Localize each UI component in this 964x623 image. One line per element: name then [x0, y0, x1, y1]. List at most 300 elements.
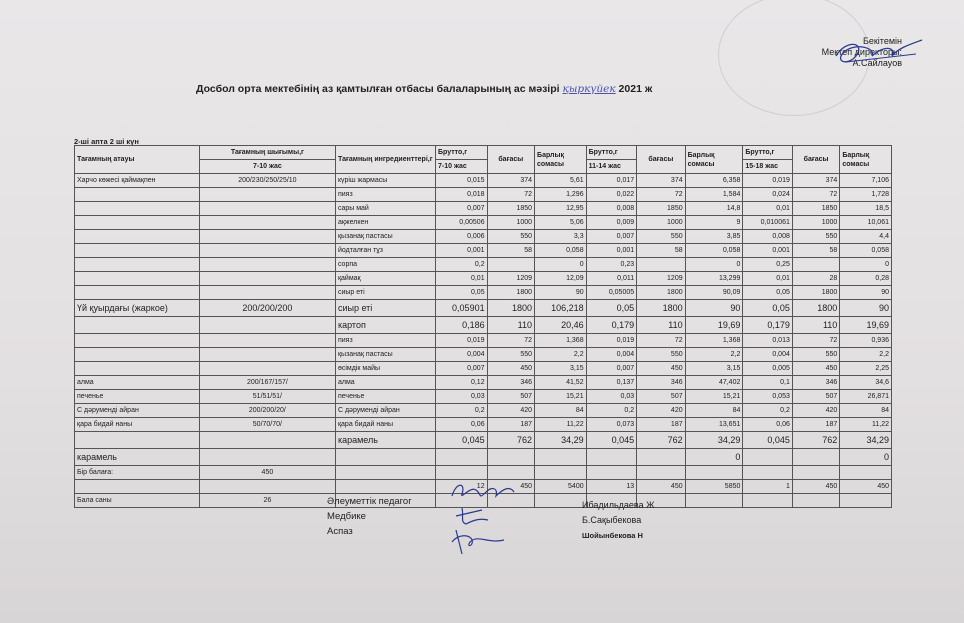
header-total-3: Барлық сомасы	[840, 146, 892, 174]
cell-p1	[487, 449, 534, 466]
cell-b1: 0,045	[436, 432, 488, 449]
header-price-1: бағасы	[487, 146, 534, 174]
cell-yield	[199, 258, 335, 272]
cell-dish	[75, 317, 200, 334]
cell-t1: 3,15	[535, 362, 587, 376]
cell-p3: 58	[792, 244, 839, 258]
cell-dish: қара бидай наны	[75, 418, 200, 432]
cell-p1: 1800	[487, 286, 534, 300]
cell-b2: 0,137	[586, 376, 637, 390]
cell-b1: 0,015	[436, 174, 488, 188]
header-total-2: Барлық сомасы	[685, 146, 743, 174]
cell-b2: 0,019	[586, 334, 637, 348]
cell-p2	[637, 449, 685, 466]
menu-table	[74, 145, 892, 508]
cell-ing: пияз	[335, 334, 435, 348]
table-row	[75, 317, 892, 334]
cell-t1: 12,09	[535, 272, 587, 286]
cell-p1: 346	[487, 376, 534, 390]
cell-t2: 90,09	[685, 286, 743, 300]
cell-p2: 762	[637, 432, 685, 449]
table-row	[75, 300, 892, 317]
table-row	[75, 390, 892, 404]
cell-dish	[75, 244, 200, 258]
cell-p1: 550	[487, 230, 534, 244]
name-nurse: Б.Сақыбекова	[582, 515, 642, 525]
cell-b1: 0,06	[436, 418, 488, 432]
cell-ing: қара бидай наны	[335, 418, 435, 432]
cell-p2	[637, 466, 685, 480]
cell-dish	[75, 334, 200, 348]
cell-t2: 5850	[685, 480, 743, 494]
cell-t1: 0,058	[535, 244, 587, 258]
cell-b3: 0,053	[743, 390, 793, 404]
cell-yield	[199, 202, 335, 216]
pedagogue-signature	[448, 478, 518, 506]
cell-yield	[199, 449, 335, 466]
cell-t1: 0	[535, 258, 587, 272]
cell-yield: 200/200/200	[199, 300, 335, 317]
cell-b3: 0,179	[743, 317, 793, 334]
cell-yield	[199, 244, 335, 258]
cell-t1: 12,95	[535, 202, 587, 216]
cell-p3: 550	[792, 230, 839, 244]
cell-b3: 0,019	[743, 174, 793, 188]
cell-p1: 72	[487, 334, 534, 348]
cell-yield	[199, 188, 335, 202]
table-row	[75, 362, 892, 376]
director-signature	[826, 34, 926, 74]
cell-ing: күріш жармасы	[335, 174, 435, 188]
cell-dish	[75, 216, 200, 230]
cell-t3: 4,4	[840, 230, 892, 244]
cell-p3	[792, 494, 839, 508]
cell-t2: 3,15	[685, 362, 743, 376]
cell-b1: 0,03	[436, 390, 488, 404]
cell-b2: 0,007	[586, 230, 637, 244]
table-row	[75, 449, 892, 466]
cell-yield: 50/70/70/	[199, 418, 335, 432]
cell-t3: 34,6	[840, 376, 892, 390]
cell-b2: 0,011	[586, 272, 637, 286]
cell-b2: 0,05	[586, 300, 637, 317]
cell-t1: 5400	[535, 480, 587, 494]
cell-b1: 0,00506	[436, 216, 488, 230]
cell-t3: 2,25	[840, 362, 892, 376]
cell-b3: 0,024	[743, 188, 793, 202]
cell-p2: 450	[637, 362, 685, 376]
cell-p2	[637, 258, 685, 272]
cell-ing: йодталған тұз	[335, 244, 435, 258]
cell-b2: 0,017	[586, 174, 637, 188]
cell-p3: 450	[792, 362, 839, 376]
cell-t1: 11,22	[535, 418, 587, 432]
cell-p1: 1800	[487, 300, 534, 317]
table-row	[75, 230, 892, 244]
cell-ing: өсімдік майы	[335, 362, 435, 376]
handwritten-month: қыркүйек	[562, 83, 616, 95]
cell-p2: 1209	[637, 272, 685, 286]
cell-t3: 1,728	[840, 188, 892, 202]
cell-b2: 0,179	[586, 317, 637, 334]
cell-ing: печенье	[335, 390, 435, 404]
cell-p2: 507	[637, 390, 685, 404]
cell-t1: 1,296	[535, 188, 587, 202]
cell-b1: 0,004	[436, 348, 488, 362]
cell-b1: 0,019	[436, 334, 488, 348]
cell-t2: 13,299	[685, 272, 743, 286]
cell-p3: 1000	[792, 216, 839, 230]
cell-p3: 1800	[792, 300, 839, 317]
header-brutto-2: Брутто,г	[586, 146, 637, 160]
cell-yield	[199, 286, 335, 300]
cell-yield	[199, 317, 335, 334]
cell-t2: 3,85	[685, 230, 743, 244]
cell-dish: Харчо көжесі қаймақпен	[75, 174, 200, 188]
cell-t2: 1,368	[685, 334, 743, 348]
cell-t3: 0,28	[840, 272, 892, 286]
cell-t3: 18,5	[840, 202, 892, 216]
table-row	[75, 216, 892, 230]
cell-p1: 110	[487, 317, 534, 334]
approval-position: Мектеп директоры:	[821, 47, 902, 57]
cell-ing: сары май	[335, 202, 435, 216]
cell-p1: 1209	[487, 272, 534, 286]
footer-names	[582, 498, 654, 543]
cell-yield: 450	[199, 466, 335, 480]
cell-p3	[792, 449, 839, 466]
header-total-1: Барлық сомасы	[535, 146, 587, 174]
cell-b1: 0,12	[436, 376, 488, 390]
cell-b1: 0,05901	[436, 300, 488, 317]
cell-p2: 72	[637, 188, 685, 202]
cell-yield	[199, 432, 335, 449]
cell-ing	[335, 449, 435, 466]
role-nurse: Медбике	[327, 511, 366, 522]
cell-t2: 0	[685, 449, 743, 466]
cell-b1: 0,2	[436, 258, 488, 272]
cell-ing: карамель	[335, 432, 435, 449]
cell-t3: 84	[840, 404, 892, 418]
cell-ing: қызанақ пастасы	[335, 348, 435, 362]
cell-yield	[199, 216, 335, 230]
cell-ing	[335, 466, 435, 480]
cell-b1: 0,05	[436, 286, 488, 300]
cell-p1: 762	[487, 432, 534, 449]
header-price-3: бағасы	[792, 146, 839, 174]
table-row	[75, 272, 892, 286]
cell-b2	[586, 466, 637, 480]
cell-p2: 346	[637, 376, 685, 390]
cell-t3: 0,058	[840, 244, 892, 258]
cell-yield	[199, 230, 335, 244]
cell-t1	[535, 449, 587, 466]
cell-t2: 84	[685, 404, 743, 418]
cell-b1: 0,006	[436, 230, 488, 244]
cell-b3: 0,045	[743, 432, 793, 449]
cell-b3	[743, 449, 793, 466]
cell-p1: 374	[487, 174, 534, 188]
cell-b2: 13	[586, 480, 637, 494]
table-row	[75, 286, 892, 300]
cell-t2: 13,651	[685, 418, 743, 432]
cell-p1: 1000	[487, 216, 534, 230]
cell-dish	[75, 480, 200, 494]
cell-b3: 0,010061	[743, 216, 793, 230]
cell-b2: 0,004	[586, 348, 637, 362]
cell-p3: 72	[792, 334, 839, 348]
cell-t3	[840, 466, 892, 480]
cell-b3: 0,2	[743, 404, 793, 418]
cell-b1: 0,007	[436, 362, 488, 376]
cell-t3: 7,106	[840, 174, 892, 188]
cell-p2: 420	[637, 404, 685, 418]
cell-dish: карамель	[75, 449, 200, 466]
cell-dish: Бала саны	[75, 494, 200, 508]
table-row	[75, 348, 892, 362]
cell-p2: 1850	[637, 202, 685, 216]
cell-dish: Үй қуырдағы (жаркое)	[75, 300, 200, 317]
document-title: Досбол орта мектебінің аз қамтылған отбасы балаларының ас мәзірі қыркүйек 2021 ж	[196, 83, 653, 95]
cell-p1: 72	[487, 188, 534, 202]
cell-p3: 346	[792, 376, 839, 390]
table-row	[75, 244, 892, 258]
cell-ing: алма	[335, 376, 435, 390]
cell-ing: сиыр еті	[335, 300, 435, 317]
cell-p3: 374	[792, 174, 839, 188]
footer-roles	[327, 494, 412, 539]
cell-t3	[840, 494, 892, 508]
cell-ing: сиыр еті	[335, 286, 435, 300]
cell-t1: 84	[535, 404, 587, 418]
table-row	[75, 432, 892, 449]
table-row	[75, 202, 892, 216]
table-row	[75, 334, 892, 348]
cell-b1: 0,001	[436, 244, 488, 258]
table-row	[75, 404, 892, 418]
cell-dish: алма	[75, 376, 200, 390]
cell-p2: 550	[637, 230, 685, 244]
cell-b3: 0,05	[743, 286, 793, 300]
table-row	[75, 376, 892, 390]
cell-p2: 1800	[637, 286, 685, 300]
cell-p2: 58	[637, 244, 685, 258]
cell-p2: 450	[637, 480, 685, 494]
cell-dish	[75, 258, 200, 272]
cook-signature	[448, 524, 508, 556]
cell-ing	[335, 480, 435, 494]
cell-b3: 0,013	[743, 334, 793, 348]
cell-dish	[75, 272, 200, 286]
cell-ing: сорпа	[335, 258, 435, 272]
cell-ing: ақжелкен	[335, 216, 435, 230]
cell-ing: қаймақ	[335, 272, 435, 286]
cell-p1: 420	[487, 404, 534, 418]
cell-t2: 47,402	[685, 376, 743, 390]
cell-t1: 5,06	[535, 216, 587, 230]
cell-b2: 0,045	[586, 432, 637, 449]
cell-t2	[685, 494, 743, 508]
cell-dish: Бір балаға:	[75, 466, 200, 480]
cell-t3: 2,2	[840, 348, 892, 362]
cell-p1: 1850	[487, 202, 534, 216]
cell-t1: 3,3	[535, 230, 587, 244]
cell-dish	[75, 362, 200, 376]
cell-p3	[792, 258, 839, 272]
cell-b3: 0,008	[743, 230, 793, 244]
cell-yield: 51/51/51/	[199, 390, 335, 404]
cell-dish	[75, 188, 200, 202]
cell-b3: 0,005	[743, 362, 793, 376]
cell-t1: 20,46	[535, 317, 587, 334]
cell-b3	[743, 466, 793, 480]
cell-b3: 0,001	[743, 244, 793, 258]
cell-p2: 1800	[637, 300, 685, 317]
approval-title: Бекітемін	[862, 36, 902, 46]
cell-t2: 34,29	[685, 432, 743, 449]
cell-t3: 0	[840, 449, 892, 466]
cell-t3: 34,29	[840, 432, 892, 449]
cell-b2	[586, 449, 637, 466]
cell-t1: 34,29	[535, 432, 587, 449]
table-row	[75, 418, 892, 432]
header-yield: Тағамның шығымы,г	[199, 146, 335, 160]
cell-t3: 90	[840, 286, 892, 300]
cell-b2: 0,05005	[586, 286, 637, 300]
week-label: 2-ші апта 2 ші күн	[74, 137, 139, 146]
cell-t2: 2,2	[685, 348, 743, 362]
cell-yield	[199, 272, 335, 286]
cell-yield: 26	[199, 494, 335, 508]
header-brutto-2-age: 11-14 жас	[586, 160, 637, 174]
cell-p1: 550	[487, 348, 534, 362]
cell-ing: картоп	[335, 317, 435, 334]
cell-b1: 0,018	[436, 188, 488, 202]
cell-ing: қызанақ пастасы	[335, 230, 435, 244]
cell-t2: 1,584	[685, 188, 743, 202]
cell-b3: 1	[743, 480, 793, 494]
cell-dish	[75, 286, 200, 300]
cell-b2: 0,2	[586, 404, 637, 418]
cell-t1	[535, 494, 587, 508]
cell-t3: 90	[840, 300, 892, 317]
cell-b1: 0,01	[436, 272, 488, 286]
cell-p3: 1850	[792, 202, 839, 216]
cell-b3: 0,06	[743, 418, 793, 432]
cell-t3: 10,061	[840, 216, 892, 230]
cell-p2: 72	[637, 334, 685, 348]
cell-yield: 200/167/157/	[199, 376, 335, 390]
cell-t1: 41,52	[535, 376, 587, 390]
cell-t2: 15,21	[685, 390, 743, 404]
cell-dish	[75, 432, 200, 449]
cell-ing: С дәруменді айран	[335, 404, 435, 418]
cell-p3: 420	[792, 404, 839, 418]
role-social-pedagogue: Әлеуметтік педагог	[327, 496, 412, 507]
cell-t2: 14,8	[685, 202, 743, 216]
cell-t2: 9	[685, 216, 743, 230]
cell-p3: 187	[792, 418, 839, 432]
cell-t1: 15,21	[535, 390, 587, 404]
cell-p3: 550	[792, 348, 839, 362]
cell-p3: 28	[792, 272, 839, 286]
cell-b3: 0,1	[743, 376, 793, 390]
cell-t3: 0	[840, 258, 892, 272]
cell-ing: пияз	[335, 188, 435, 202]
header-brutto-1: Брутто,г	[436, 146, 488, 160]
cell-p3: 110	[792, 317, 839, 334]
cell-p3: 762	[792, 432, 839, 449]
cell-t3: 19,69	[840, 317, 892, 334]
cell-p2: 110	[637, 317, 685, 334]
cell-p2: 187	[637, 418, 685, 432]
header-price-2: бағасы	[637, 146, 685, 174]
cell-p1: 507	[487, 390, 534, 404]
cell-t2: 0	[685, 258, 743, 272]
cell-b1: 0,186	[436, 317, 488, 334]
header-ingredients: Тағамның ингредиенттері,г	[335, 146, 435, 174]
cell-t3: 11,22	[840, 418, 892, 432]
cell-b2: 0,009	[586, 216, 637, 230]
cell-b2: 0,073	[586, 418, 637, 432]
cell-p1	[487, 258, 534, 272]
cell-t1	[535, 466, 587, 480]
cell-p2: 1000	[637, 216, 685, 230]
cell-dish: С дәруменді айран	[75, 404, 200, 418]
header-brutto-3: Брутто,г	[743, 146, 793, 160]
cell-yield	[199, 334, 335, 348]
cell-b3: 0,01	[743, 272, 793, 286]
cell-t2: 90	[685, 300, 743, 317]
cell-b3: 0,25	[743, 258, 793, 272]
cell-t1: 106,218	[535, 300, 587, 317]
cell-p1: 450	[487, 480, 534, 494]
cell-b2: 0,001	[586, 244, 637, 258]
cell-b3: 0,05	[743, 300, 793, 317]
table-row	[75, 188, 892, 202]
cell-t1: 2,2	[535, 348, 587, 362]
cell-yield	[199, 362, 335, 376]
cell-p3: 450	[792, 480, 839, 494]
cell-yield: 200/230/250/25/10	[199, 174, 335, 188]
cell-t3: 0,936	[840, 334, 892, 348]
header-brutto-3-age: 15-18 жас	[743, 160, 793, 174]
cell-b2: 0,022	[586, 188, 637, 202]
name-social-pedagogue: Ибадильдаева Ж	[582, 500, 655, 510]
cell-t3: 450	[840, 480, 892, 494]
menu-table-body	[75, 174, 892, 508]
header-brutto-1-age: 7-10 жас	[436, 160, 488, 174]
cell-p3: 72	[792, 188, 839, 202]
cell-dish	[75, 202, 200, 216]
cell-dish	[75, 348, 200, 362]
cell-b2: 0,03	[586, 390, 637, 404]
cell-b2: 0,23	[586, 258, 637, 272]
cell-t2: 19,69	[685, 317, 743, 334]
cell-dish	[75, 230, 200, 244]
cell-b1: 0,007	[436, 202, 488, 216]
cell-p3: 1800	[792, 286, 839, 300]
cell-t1: 90	[535, 286, 587, 300]
name-cook: Шойынбекова Н	[582, 531, 643, 540]
header-dish: Тағамның атауы	[75, 146, 200, 174]
cell-b2: 0,007	[586, 362, 637, 376]
cell-t2: 0,058	[685, 244, 743, 258]
cell-p1: 58	[487, 244, 534, 258]
cell-t1: 5,61	[535, 174, 587, 188]
cell-t3: 26,871	[840, 390, 892, 404]
cell-t2: 6,358	[685, 174, 743, 188]
